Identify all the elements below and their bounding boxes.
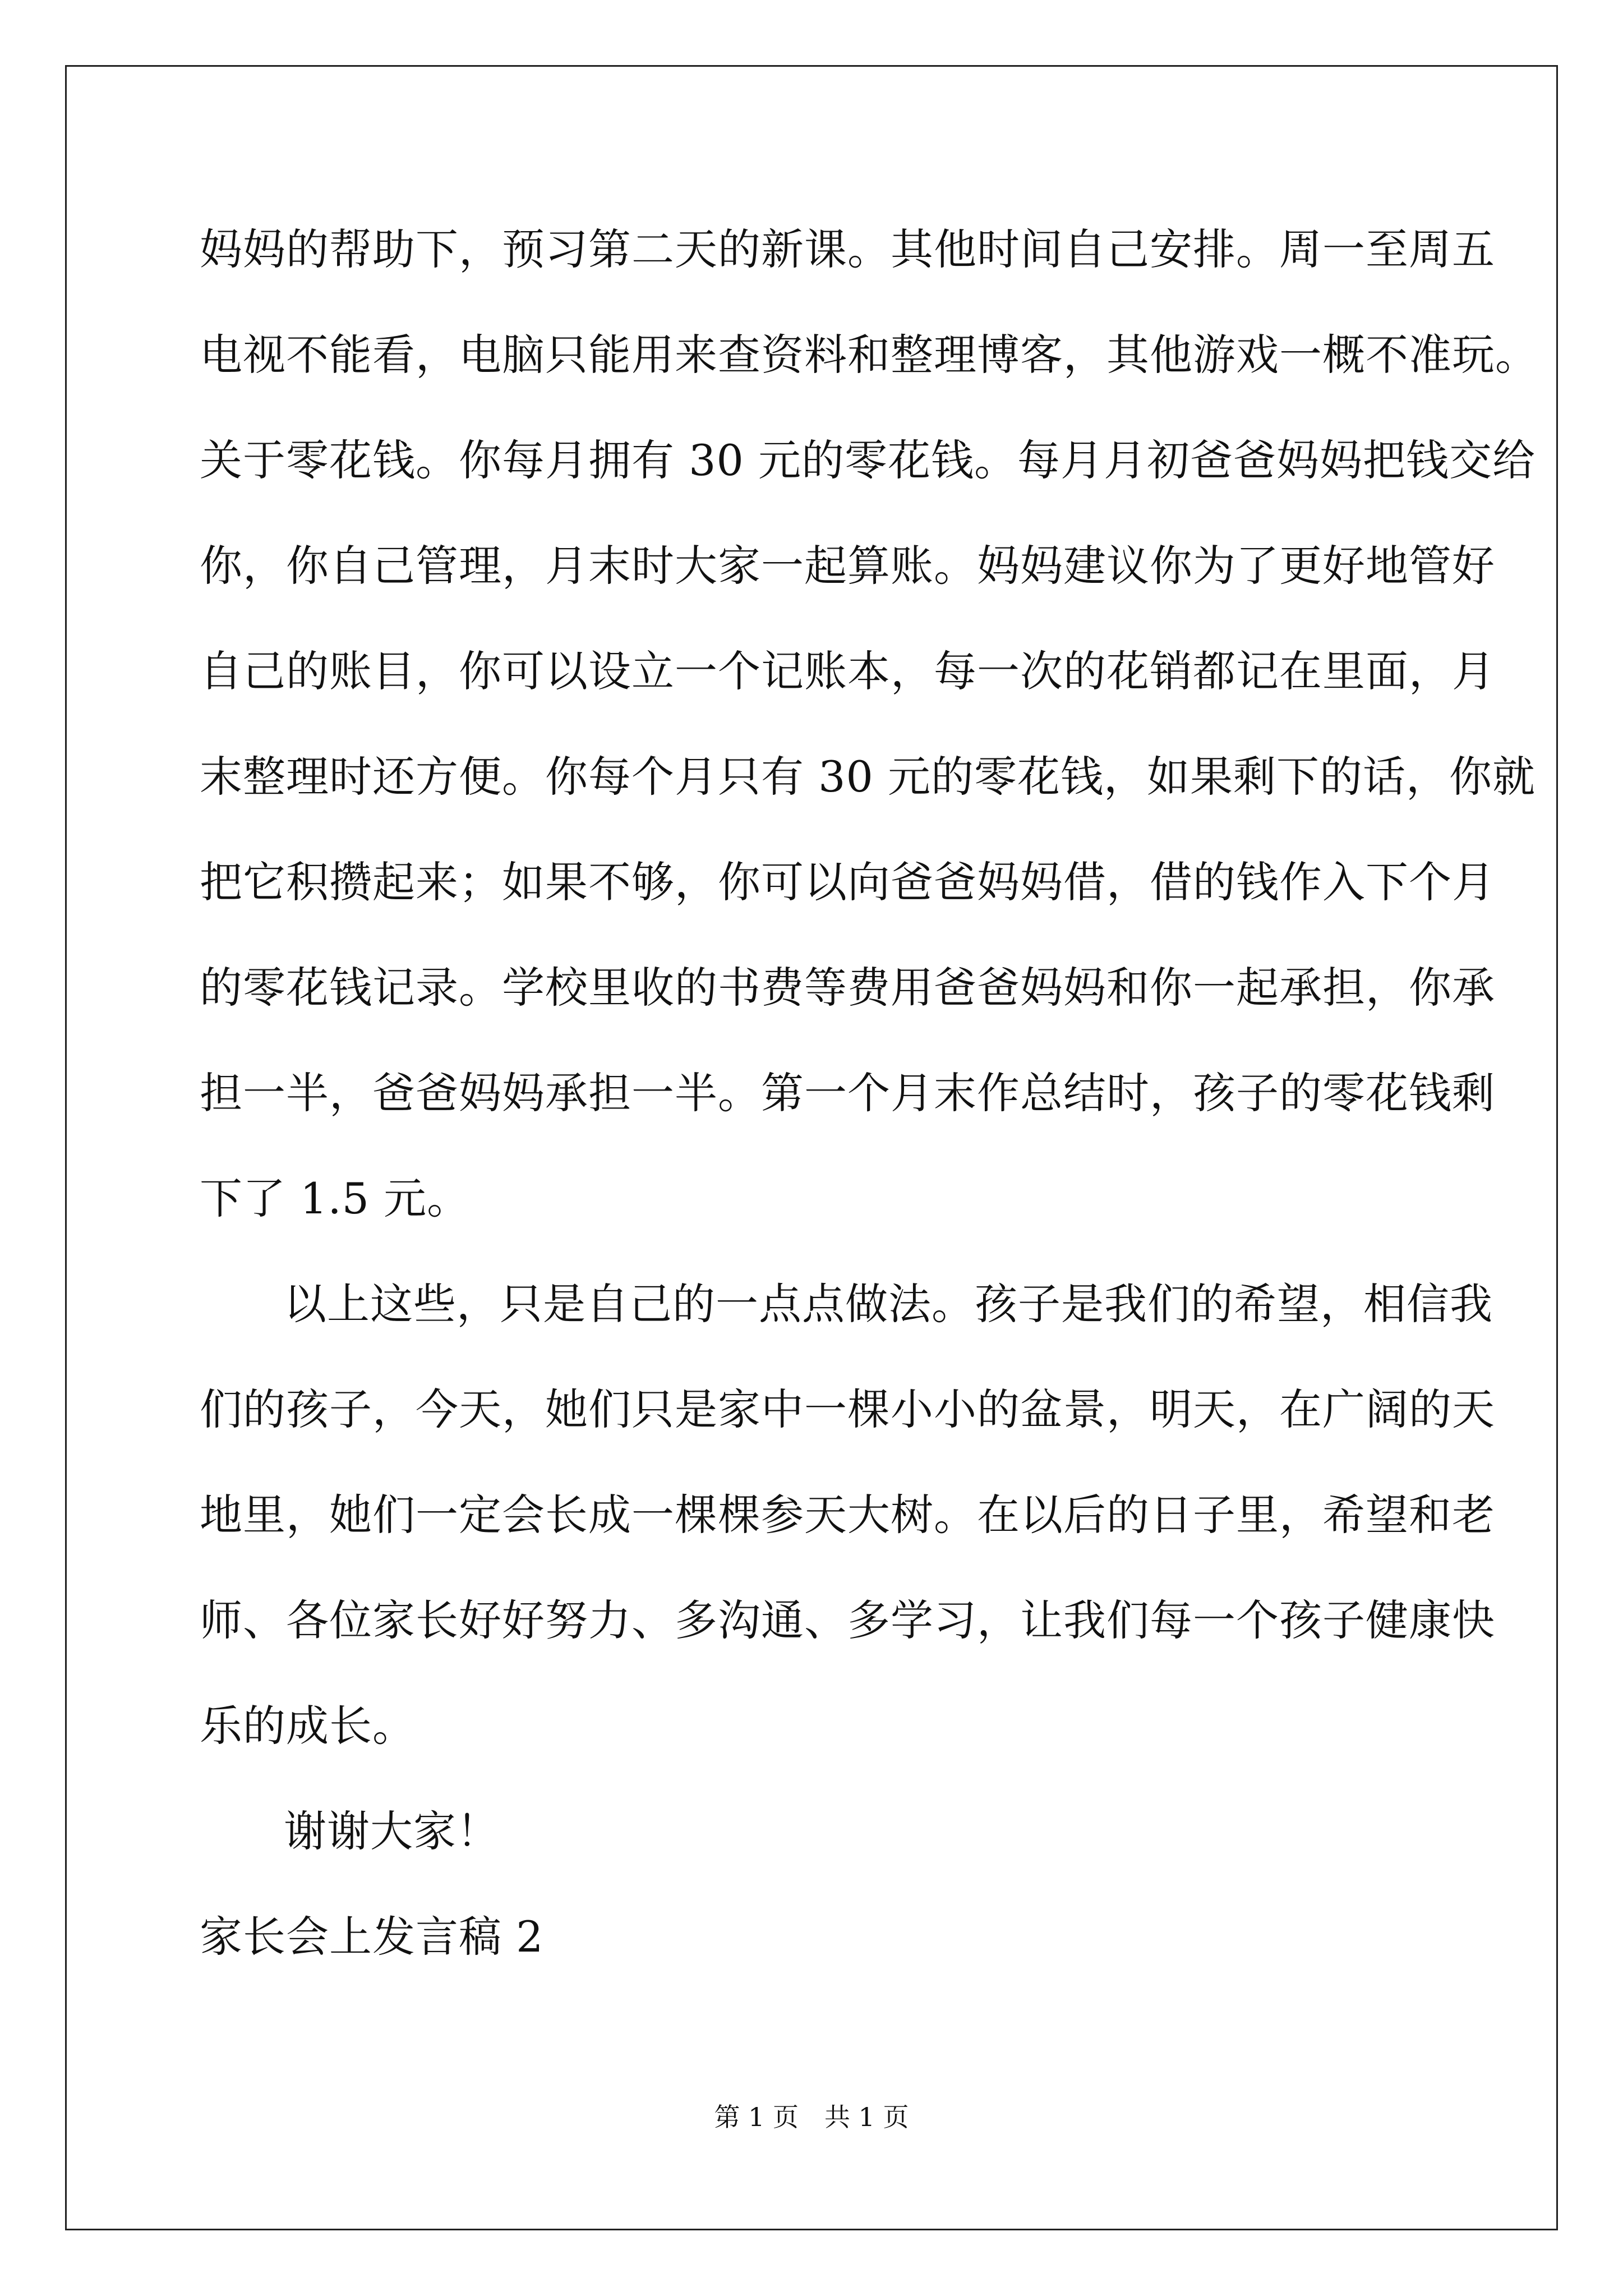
text-line-10: 下了 1.5 元。: [200, 1174, 471, 1223]
text-line-9: 担一半，爸爸妈妈承担一半。第一个月末作总结时，孩子的零花钱剩: [200, 1068, 1495, 1118]
text-line-8: 的零花钱记录。学校里收的书费等费用爸爸妈妈和你一起承担，你承: [200, 963, 1495, 1013]
text-line-4: 你，你自己管理，月末时大家一起算账。妈妈建议你为了更好地管好: [200, 541, 1495, 591]
text-line-5: 自己的账目，你可以设立一个记账本，每一次的花销都记在里面，月: [200, 646, 1495, 696]
text-line-13: 地里，她们一定会长成一棵棵参天大树。在以后的日子里，希望和老: [200, 1490, 1495, 1540]
text-line-3: 关于零花钱。你每月拥有 30 元的零花钱。每月月初爸爸妈妈把钱交给: [200, 435, 1536, 485]
text-line-6: 末整理时还方便。你每个月只有 30 元的零花钱，如果剩下的话，你就: [200, 752, 1536, 802]
page-footer: 第 1 页 共 1 页: [714, 2102, 909, 2132]
next-section-heading: 家长会上发言稿 2: [200, 1912, 544, 1962]
text-line-12: 们的孩子，今天，她们只是家中一棵小小的盆景，明天，在广阔的天: [200, 1384, 1495, 1434]
text-line-1: 妈妈的帮助下，预习第二天的新课。其他时间自己安排。周一至周五: [200, 224, 1495, 274]
text-line-2: 电视不能看，电脑只能用来查资料和整理博客，其他游戏一概不准玩。: [200, 330, 1538, 380]
page-border: [65, 65, 1558, 2230]
text-line-15: 乐的成长。: [200, 1701, 416, 1751]
text-line-14: 师、各位家长好好努力、多沟通、多学习，让我们每一个孩子健康快: [200, 1595, 1495, 1645]
text-line-7: 把它积攒起来；如果不够，你可以向爸爸妈妈借，借的钱作入下个月: [200, 857, 1495, 907]
text-line-11: 以上这些，只是自己的一点点做法。孩子是我们的希望，相信我: [284, 1279, 1493, 1329]
closing-thanks: 谢谢大家！: [284, 1806, 500, 1856]
